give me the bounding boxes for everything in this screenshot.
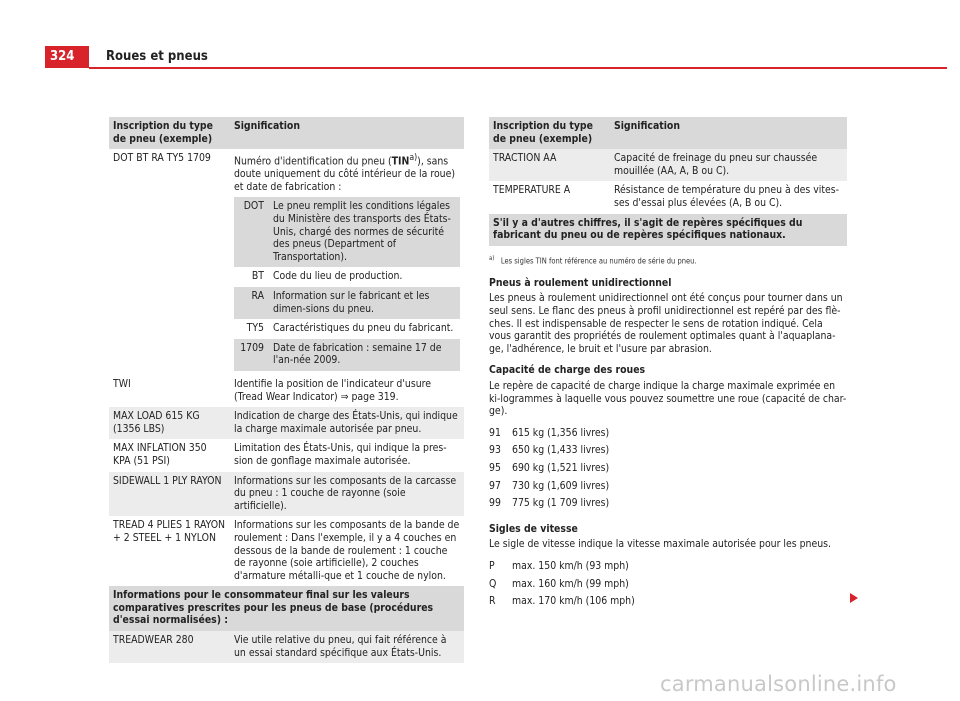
row-desc: Identifie la position de l'indicateur d'usure (Tread Wear Indicator) ⇒ page 319. xyxy=(234,377,432,403)
load-value: 775 kg (1 709 livres) xyxy=(512,497,610,510)
table-row xyxy=(109,516,464,586)
code-row xyxy=(234,339,460,371)
list-item xyxy=(489,577,847,595)
row-key: TREAD 4 PLIES 1 RAYON + 2 STEEL + 1 NYLON xyxy=(113,519,226,544)
code-row xyxy=(234,287,460,319)
page-number: 324 xyxy=(45,46,89,68)
load-code: 97 xyxy=(489,479,501,492)
row-key: TWI xyxy=(113,377,131,390)
code-text: Date de fabrication : semaine 17 de l'an-née 2009. xyxy=(270,339,460,371)
header-rule xyxy=(89,67,947,69)
load-body: Le repère de capacité de charge indique la charge maximale exprimée en ki-logrammes à laquelle vous pouvez soumettre une roue (capacité de char-ge). xyxy=(489,380,847,418)
unidirectional-heading: Pneus à roulement unidirectionnel xyxy=(489,276,672,289)
load-value: 690 kg (1,521 livres) xyxy=(512,461,610,474)
list-item xyxy=(489,479,847,497)
code-text: Caractéristiques du pneu du fabricant. xyxy=(273,322,454,335)
row-key: TREADWEAR 280 xyxy=(109,631,230,663)
speed-value: max. 160 km/h (99 mph) xyxy=(512,577,629,590)
code: BT xyxy=(251,270,264,283)
load-value: 615 kg (1,356 livres) xyxy=(512,426,610,439)
col-header-inscription: Inscription du type de pneu (exemple) xyxy=(489,117,610,149)
footnote-text: Les sigles TIN font référence au numéro de série du pneu. xyxy=(500,256,697,266)
code-row xyxy=(234,319,460,339)
speed-code: Q xyxy=(489,577,497,590)
table-row xyxy=(109,375,464,407)
row-desc: Limitation des États-Unis, qui indique la pres-sion de gonflage maximale autorisée. xyxy=(234,442,447,467)
row-desc: Vie utile relative du pneu, qui fait référence à un essai standard spécifique aux États-Unis. xyxy=(230,631,464,663)
row-key: MAX LOAD 615 KG (1356 LBS) xyxy=(109,407,230,439)
footnote-ref: a) xyxy=(409,153,418,164)
tin-abbr: TIN xyxy=(391,155,410,168)
load-value: 730 kg (1,609 livres) xyxy=(512,479,610,492)
list-item xyxy=(489,461,847,479)
unidirectional-body: Les pneus à roulement unidirectionnel ont été conçus pour tourner dans un seul sens. Le flanc des pneus à profil unidirectionnel est repéré par des flè-ches. Il est indispensable de respecter le sens de rotation indiqué. Cela vous garantit des propriétés de roulement optimales quant à l'aquaplana-ge, l'adhérence, le bruit et l'usure par abrasion. xyxy=(489,292,843,355)
chapter-title: Roues et pneus xyxy=(106,49,208,64)
load-code: 95 xyxy=(489,461,501,474)
continue-arrow-icon xyxy=(850,593,858,603)
list-item xyxy=(489,559,847,577)
list-item xyxy=(489,594,847,612)
code-text: Code du lieu de production. xyxy=(273,270,403,283)
speed-heading: Sigles de vitesse xyxy=(489,522,578,535)
row-desc: Résistance de température du pneu à des vites-ses d'essai plus élevées (A, B ou C). xyxy=(614,184,840,209)
row-key: MAX INFLATION 350 KPA (51 PSI) xyxy=(113,442,207,467)
table-row xyxy=(109,631,464,663)
tire-grading-table xyxy=(489,117,847,246)
table-row xyxy=(489,149,847,181)
code-text: Information sur le fabricant et les dimen-sions du pneu. xyxy=(270,287,460,319)
row-key: TRACTION AA xyxy=(489,149,610,181)
footnote xyxy=(489,253,847,268)
row-desc: Informations sur les composants de la carcasse du pneu : 1 couche de rayonne (soie artificielle). xyxy=(230,472,464,517)
row-key: DOT BT RA TY5 1709 xyxy=(113,152,211,165)
row-desc: Capacité de freinage du pneu sur chaussée mouillée (AA, A, B ou C). xyxy=(610,149,847,181)
list-item xyxy=(489,496,847,514)
code: 1709 xyxy=(234,339,270,371)
tin-codes-table xyxy=(234,197,460,371)
code-text: Le pneu remplit les conditions légales du Ministère des transports des États-Unis, chargé des normes de sécurité des pneus (Department of Transportation). xyxy=(270,197,460,267)
speed-value: max. 150 km/h (93 mph) xyxy=(512,559,629,572)
speed-code: R xyxy=(489,595,496,608)
row-desc: Informations sur les composants de la bande de roulement : Dans l'exemple, il y a 4 couches en dessous de la bande de roulement : 1 couche de rayonne (soie artificielle), 2 couches d'armature métalli-que et 1 couche de nylon. xyxy=(234,519,460,582)
section-row xyxy=(489,214,847,246)
left-column xyxy=(109,117,464,663)
load-code: 93 xyxy=(489,444,501,457)
tin-description xyxy=(234,152,460,193)
row-key: SIDEWALL 1 PLY RAYON xyxy=(109,472,230,517)
load-index-list xyxy=(489,426,847,514)
speed-body: Le sigle de vitesse indique la vitesse maximale autorisée pour les pneus. xyxy=(489,538,831,551)
load-code: 99 xyxy=(489,497,501,510)
col-header-meaning: Signification xyxy=(610,117,847,149)
code-row xyxy=(234,197,460,267)
code: DOT xyxy=(234,197,270,267)
speed-value: max. 170 km/h (106 mph) xyxy=(512,595,635,608)
tin-desc-post: ), sans doute uniquement du côté intérieur de la roue) et date de fabrication : xyxy=(234,155,455,193)
section-heading: Informations pour le consommateur final sur les valeurs comparatives prescrites pour les pneus de base (procédures d'essai normalisées) : xyxy=(109,586,464,631)
list-item xyxy=(489,443,847,461)
table-row xyxy=(489,181,847,213)
watermark: carmanualsonline.info xyxy=(660,672,897,696)
footnote-mark: a) xyxy=(489,254,495,262)
table-header-row xyxy=(489,117,847,149)
speed-code: P xyxy=(489,559,495,572)
list-item xyxy=(489,426,847,444)
tin-desc-pre: Numéro d'identification du pneu ( xyxy=(234,155,392,168)
table-row xyxy=(109,472,464,517)
code: TY5 xyxy=(246,322,264,335)
table-row xyxy=(109,439,464,471)
col-header-inscription: Inscription du type de pneu (exemple) xyxy=(109,117,230,149)
col-header-meaning: Signification xyxy=(230,117,464,149)
right-column xyxy=(489,117,847,612)
code: RA xyxy=(234,287,270,319)
code-row xyxy=(234,267,460,287)
tire-inscription-table xyxy=(109,117,464,663)
row-desc xyxy=(230,149,464,375)
load-value: 650 kg (1,433 livres) xyxy=(512,444,610,457)
row-desc: Indication de charge des États-Unis, qui indique la charge maximale autorisée par pneu. xyxy=(230,407,464,439)
table-row xyxy=(109,407,464,439)
load-heading: Capacité de charge des roues xyxy=(489,364,646,377)
speed-symbol-list xyxy=(489,559,847,612)
section-row xyxy=(109,586,464,631)
row-key: TEMPERATURE A xyxy=(493,184,571,197)
load-code: 91 xyxy=(489,426,501,439)
section-note: S'il y a d'autres chiffres, il s'agit de repères spécifiques du fabricant du pneu ou de repères spécifiques nationaux. xyxy=(489,214,847,246)
table-header-row xyxy=(109,117,464,149)
table-row xyxy=(109,149,464,375)
